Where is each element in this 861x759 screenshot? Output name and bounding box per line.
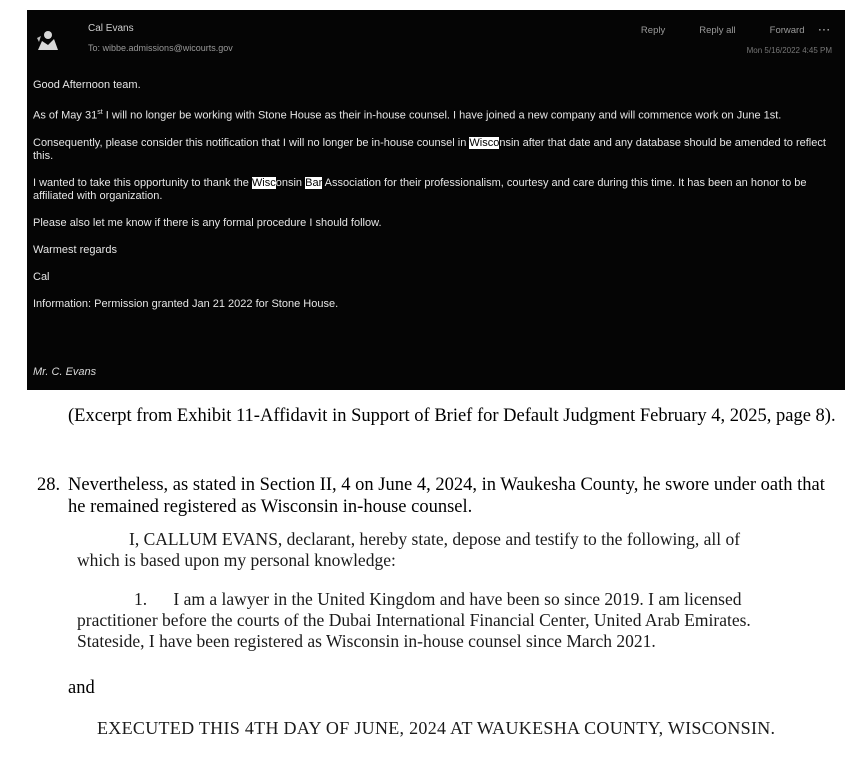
- reply-all-button[interactable]: Reply all: [699, 25, 736, 36]
- numbered-paragraph-28: [37, 474, 827, 518]
- reply-button[interactable]: Reply: [640, 25, 666, 36]
- email-body: [33, 79, 839, 325]
- avatar-silhouette-icon: [35, 26, 61, 52]
- recipient-line: [88, 43, 233, 53]
- highlight: Bar: [305, 176, 323, 189]
- highlight: Wisc: [251, 176, 276, 189]
- more-options-icon[interactable]: ···: [818, 25, 831, 36]
- connector-text: and: [68, 678, 95, 698]
- sender-name: Cal Evans: [88, 23, 134, 34]
- to-label: To:: [88, 43, 101, 53]
- paragraph-4: Please also let me know if there is any formal procedure I should follow.: [33, 216, 382, 229]
- item-text: I am a lawyer in the United Kingdom and have been so since 2019. I am licensed practitioner before the courts of the Dubai International Financial Center, United Arab Emirates. Stateside, I have been registered as Wisconsin in-house counsel since March 2021.: [77, 589, 751, 651]
- highlight: Wisco: [469, 136, 500, 149]
- declaration-excerpt: [77, 529, 777, 652]
- declaration-intro: I, CALLUM EVANS, declarant, hereby state, depose and testify to the following, all of which is based upon my personal knowledge:: [77, 529, 741, 570]
- recipient-address: wibbe.admissions@wicourts.gov: [102, 43, 233, 53]
- email-screenshot: [27, 10, 845, 390]
- paragraph-number: 28.: [37, 475, 61, 495]
- email-timestamp: Mon 5/16/2022 4:45 PM: [746, 46, 832, 55]
- greeting: Good Afternoon team.: [33, 79, 141, 91]
- executed-line: EXECUTED THIS 4TH DAY OF JUNE, 2024 AT WAUKESHA COUNTY, WISCONSIN.: [97, 718, 776, 738]
- email-signature: Mr. C. Evans: [33, 366, 97, 378]
- paragraph-2: Consequently, please consider this notification that I will no longer be in-house counsel in Wisconsin after that date and any database should be amended to reflect this.: [33, 136, 826, 162]
- info-line: Information: Permission granted Jan 21 2022 for Stone House.: [33, 297, 339, 310]
- item-number: 1.: [134, 589, 148, 609]
- paragraph-3: I wanted to take this opportunity to thank the Wisconsin Bar Association for their professionalism, courtesy and care during this time. It has been an honor to be affiliated with organization.: [33, 176, 807, 202]
- forward-button[interactable]: Forward: [769, 25, 805, 36]
- paragraph-text: Nevertheless, as stated in Section II, 4 on June 4, 2024, in Waukesha County, he swore under oath that he remained registered as Wisconsin in-house counsel.: [68, 475, 825, 517]
- closing: Warmest regards: [33, 243, 117, 256]
- email-actions: [641, 25, 831, 36]
- paragraph-1: As of May 31st I will no longer be working with Stone House as their in-house counsel. I have joined a new company and will commence work on June 1st.: [33, 109, 782, 122]
- exhibit-caption: (Excerpt from Exhibit 11-Affidavit in Support of Brief for Default Judgment February 4, 2025, page 8).: [68, 406, 836, 426]
- declaration-item-1: [77, 589, 777, 652]
- sender-short-name: Cal: [33, 270, 50, 283]
